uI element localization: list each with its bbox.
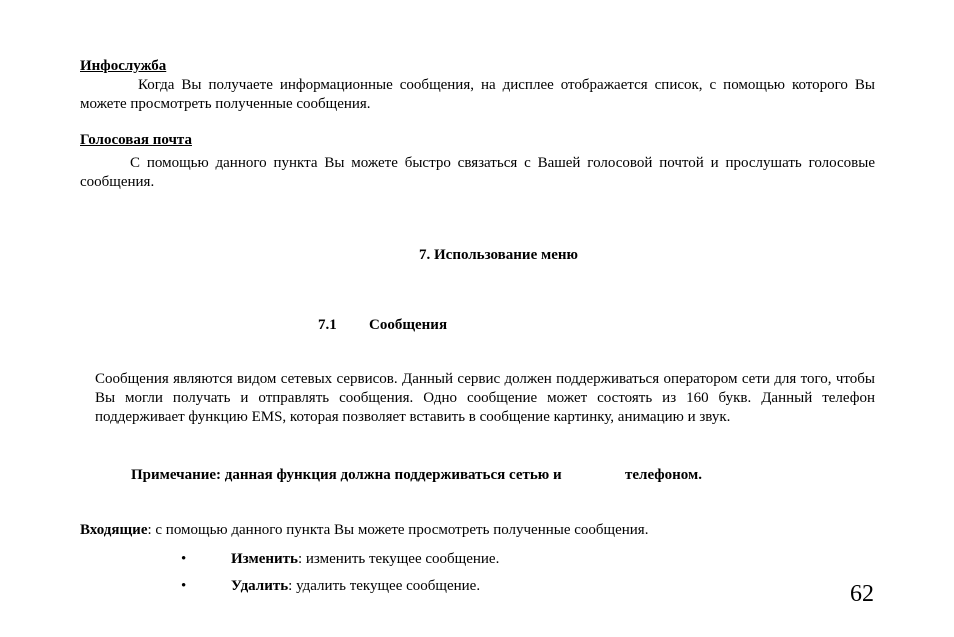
voicemail-heading: Голосовая почта [80, 132, 192, 148]
note-text-continued: телефоном. [625, 467, 702, 483]
inbox-line [80, 521, 648, 540]
inbox-label: Входящие [80, 522, 148, 538]
bullet-icon: • [181, 578, 187, 594]
subsection-number: 7.1 [318, 317, 337, 333]
note-text: Примечание: данная функция должна поддерживаться сетью и [131, 467, 562, 483]
list-item [231, 577, 480, 596]
inbox-description: : с помощью данного пункта Вы можете просмотреть полученные сообщения. [147, 522, 649, 538]
page-number: 62 [850, 581, 874, 607]
voicemail-paragraph: С помощью данного пункта Вы можете быстро связаться с Вашей голосовой почтой и прослушать голосовые сообщения. [80, 155, 875, 190]
list-item-label: Изменить [231, 551, 298, 567]
infoservice-heading: Инфослужба [80, 58, 167, 74]
list-item [231, 550, 499, 569]
messages-intro-paragraph: Сообщения являются видом сетевых сервисов. Данный сервис должен поддерживаться оператором сети для того, чтобы Вы могли получать и отправлять сообщения. Одно сообщение может состоять из 160 букв. Данный телефон поддерживает функцию EMS, которая позволяет вставить в сообщение картинку, анимацию и звук. [95, 371, 875, 425]
list-item-description: : изменить текущее сообщение. [297, 551, 500, 567]
infoservice-paragraph: Когда Вы получаете информационные сообщения, на дисплее отображается список, с помощью которого Вы можете просмотреть полученные сообщения. [80, 77, 875, 112]
section-title: 7. Использование меню [419, 247, 578, 263]
subsection-title: Сообщения [369, 317, 448, 333]
list-item-description: : удалить текущее сообщение. [288, 578, 481, 594]
list-item-label: Удалить [231, 578, 289, 594]
bullet-icon: • [181, 551, 187, 567]
